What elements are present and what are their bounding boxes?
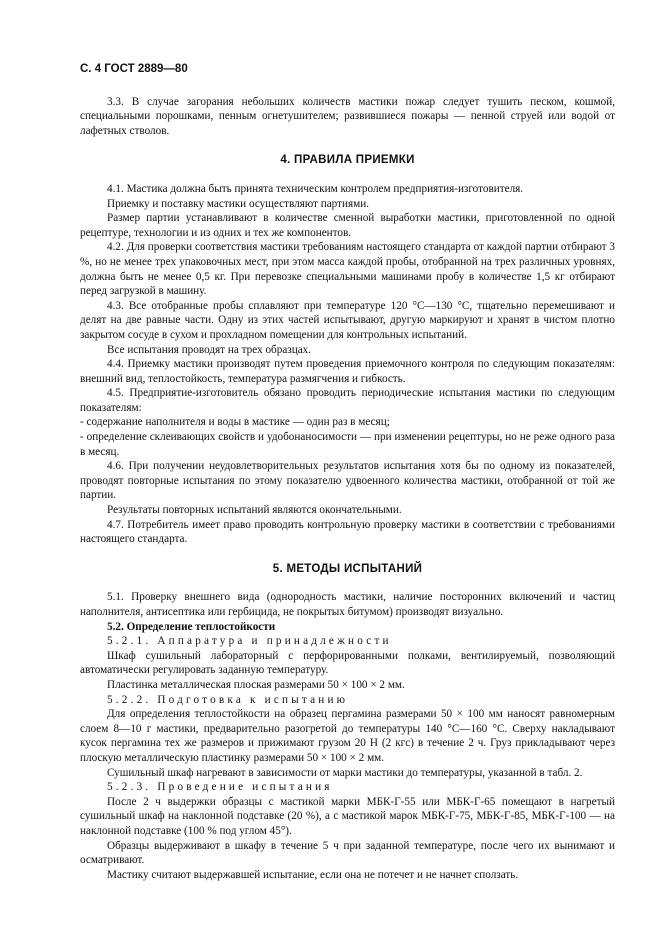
section-4-title: 4. ПРАВИЛА ПРИЕМКИ — [280, 154, 415, 167]
paragraph-4-5b: - определение склеивающих свойств и удобонаносимости — при изменении рецептуры, но не реже одного раза в месяц. — [80, 431, 615, 458]
paragraph-5-2-1b: Пластинка металлическая плоская размерами 50 × 100 × 2 мм. — [107, 678, 405, 691]
paragraph-4-2: 4.2. Для проверки соответствия мастики требованиям настоящего стандарта от каждой партии отбирают 3 %, но не менее трех упаковочных мест, при этом масса каждой пробы, отобранной на трех различных уровнях, должна быть не менее 0,5 кг. При перевозке специальными машинами пробу в количестве 1,5 кг отбирают перед загрузкой в машину. — [80, 241, 615, 298]
subsection-5-2-title: 5.2. Определение теплостойкости — [107, 620, 276, 633]
paragraph-4-4: 4.4. Приемку мастики производят путем проведения приемочного контроля по следующим показателям: внешний вид, теплостойкость, температура размягчения и гибкость. — [80, 358, 615, 385]
page-header: С. 4 ГОСТ 2889—80 — [80, 63, 188, 75]
paragraph-4-5a: - содержание наполнителя и воды в мастике — один раз в месяц; — [80, 416, 390, 429]
paragraph-4-5: 4.5. Предприятие-изготовитель обязано проводить периодические испытания мастики по следующим показателям: — [80, 387, 615, 414]
paragraph-5-2-3c: Мастику считают выдержавшей испытание, если она не потечет и не начнет сползать. — [107, 868, 519, 881]
paragraph-5-1: 5.1. Проверку внешнего вида (однородность мастики, наличие посторонних включений и частиц наполнителя, антисептика или гербицида, не покрытых битумом) производят визуально. — [80, 591, 615, 618]
paragraph-5-2-3a: После 2 ч выдержки образцы с мастикой марки МБК-Г-55 или МБК-Г-65 помещают в нагретый сушильный шкаф на наклонной подставке (20 %), а с мастикой марок МБК-Г-75, МБК-Г-85, МБК-Г-100 — на наклонной подставке (100 % под углом 45°). — [80, 795, 615, 837]
subsection-5-2-3-title: 5.2.3. Проведение испытания — [107, 781, 333, 794]
paragraph-5-2-2b: Сушильный шкаф нагревают в зависимости от марки мастики до температуры, указанной в табл. 2. — [107, 766, 583, 779]
paragraph-4-1c: Размер партии устанавливают в количестве сменной выработки мастики, приготовленной по одной рецептуре, технологии и из одних и тех же компонентов. — [80, 212, 615, 239]
paragraph-3-3: 3.3. В случае загорания небольших количеств мастики пожар следует тушить песком, кошмой, специальными порошками, пенным огнетушителем; развившиеся пожары — пенной струей или водой от лафетных стволов. — [80, 95, 615, 137]
paragraph-4-1: 4.1. Мастика должна быть принята техническим контролем предприятия-изготовителя. — [107, 182, 524, 195]
paragraph-4-7: 4.7. Потребитель имеет право проводить контрольную проверку мастики в соответствии с требованиями настоящего стандарта. — [80, 518, 615, 546]
document-page — [80, 62, 615, 882]
paragraph-5-2-2a: Для определения теплостойкости на образец пергамина размерами 50 × 100 мм наносят равномерным слоем 8—10 г мастики, предварительно разогретой до температуры 140 °С—160 °С. Сверху накладывают кусок пергамина тех же размеров и прижимают грузом 20 Н (2 кгс) в течение 2 ч. Груз прикладывают через плоскую металлическую пластинку размерами 50 × 100 × 2 мм. — [80, 708, 615, 764]
paragraph-5-2-3b: Образцы выдерживают в шкафу в течение 5 ч при заданной температуре, после чего их вынимают и осматривают. — [80, 839, 615, 867]
paragraph-4-6: 4.6. При получении неудовлетворительных результатов испытания хотя бы по одному из показателей, проводят повторные испытания по этому показателю удвоенного количества мастики, отобранной от той же партии. — [80, 460, 615, 502]
paragraph-4-6b: Результаты повторных испытаний являются окончательными. — [107, 504, 402, 517]
section-5-title: 5. МЕТОДЫ ИСПЫТАНИЙ — [272, 562, 423, 575]
paragraph-5-2-1a: Шкаф сушильный лабораторный с перфорированными полками, вентилируемый, позволяющий автоматически регулировать заданную температуру. — [80, 649, 615, 677]
subsection-5-2-2-title: 5.2.2. Подготовка к испытанию — [107, 693, 349, 706]
subsection-5-2-1-title: 5.2.1. Аппаратура и принадлежности — [107, 635, 392, 648]
paragraph-4-3: 4.3. Все отобранные пробы сплавляют при температуре 120 °С—130 °С, тщательно перемешивают и делят на две равные части. Одну из этих частей испытывают, другую маркируют и хранят в чистом плотно закрытом сосуде в сухом и прохладном помещении для контрольных испытаний. — [80, 299, 615, 341]
paragraph-4-1b: Приемку и поставку мастики осуществляют партиями. — [107, 197, 369, 210]
paragraph-4-3b: Все испытания проводят на трех образцах. — [107, 343, 312, 356]
